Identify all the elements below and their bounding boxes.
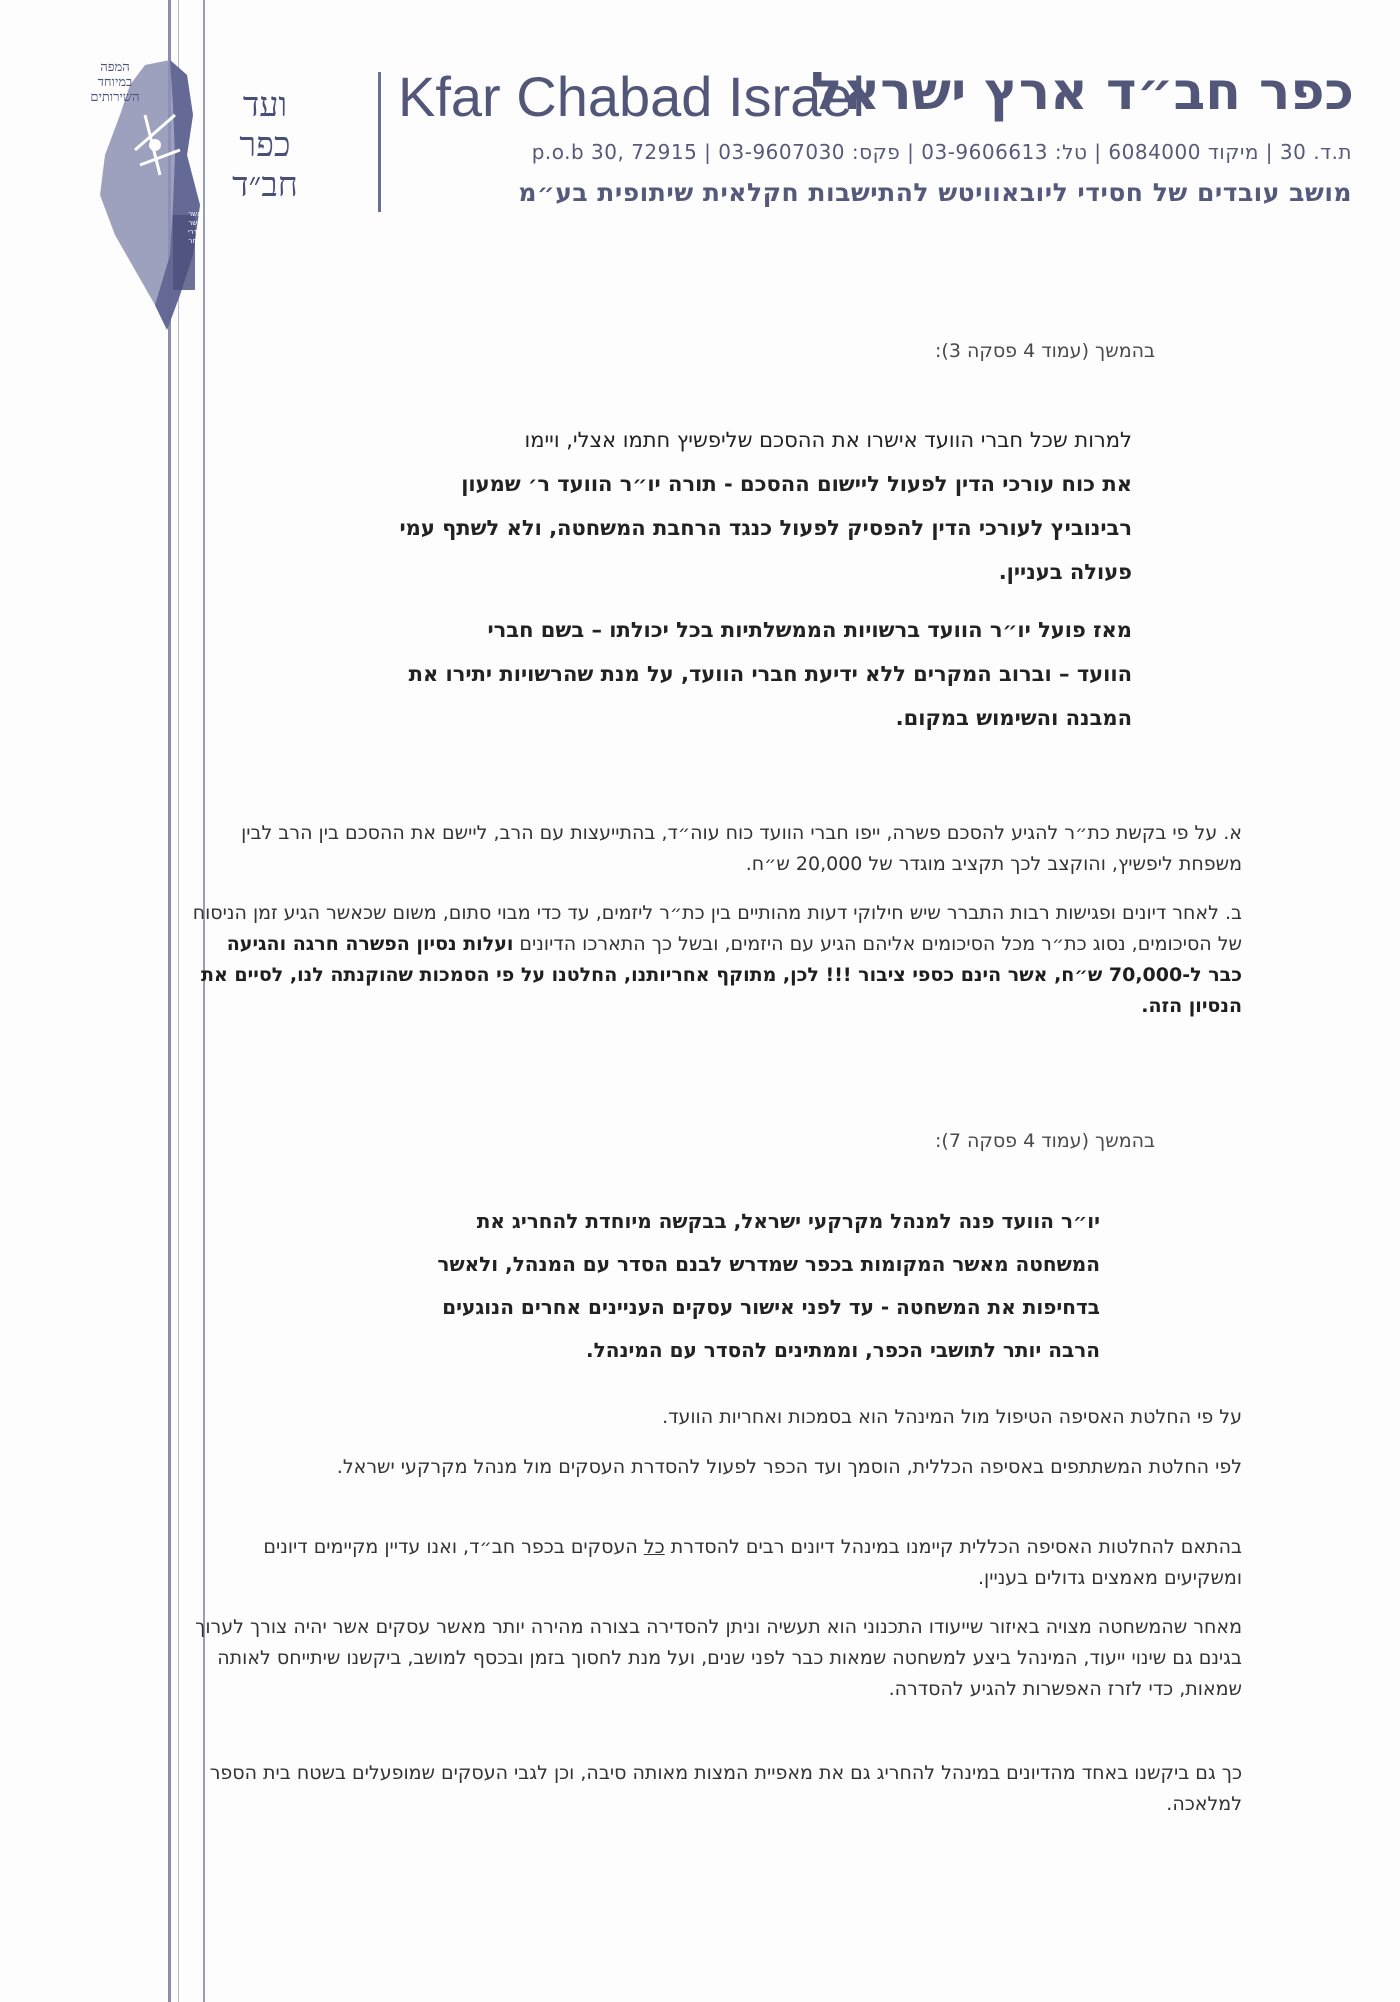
paragraph: כך גם ביקשנו באחד מהדיונים במינהל להחריג גם את מאפיית המצות מאותה סיבה, וכן לגבי העסקים שמופעלים בשטח בית הספר למלאכה. <box>209 1762 1242 1815</box>
header-subtitle: מושב עובדים של חסידי ליובאוויטש להתישבות חקלאית שיתופית בע״מ <box>518 178 1352 207</box>
paragraph: לפי החלטת המשתתפים באסיפה הכללית, הוסמך ועד הכפר לפעול להסדרת העסקים מול מנהל מקרקעי ישראל. <box>336 1456 1242 1478</box>
organization-logo <box>40 45 330 335</box>
logo-caption: המפה במיוחד השירותים <box>90 60 140 105</box>
paragraph-b <box>190 898 1242 1022</box>
quote-line: הוועד – וברוב המקרים ללא ידיעת חברי הוועד, על מנת שהרשויות יתירו את <box>408 662 1132 686</box>
quote-line: יו״ר הוועד פנה למנהל מקרקעי ישראל, בבקשה מיוחדת להחריג את <box>476 1209 1100 1233</box>
quote-line: מאז פועל יו״ר הוועד ברשויות הממשלתיות בכל יכולתו – בשם חברי <box>487 618 1132 642</box>
paragraph: מאחר שהמשחטה מצויה באיזור שייעודו התכנוני הוא תעשיה וניתן להסדירה בצורה מהירה יותר מאשר עסקים אשר יהיה צורך לערוך בגינם גם שינוי ייעוד, המינהל ביצע למשחטה שמאות כבר לפני שנים, ועל מנת לחסוך בזמן ובכסף למושב, ביקשנו שיתייחס לאותה שמאות, כדי לזרז האפשרות להגיע להסדרה. <box>195 1616 1242 1700</box>
paragraph-b-bold: ועלות נסיון הפשרה חרגה והגיעה כבר ל-70,000 ש״ח, אשר הינם כספי ציבור !!! לכן, מתוקף אחריותנו, החלטנו על פי הסמכות שהוקנתה לנו, לסיים את הנסיון הזה. <box>201 933 1242 1017</box>
quote-line: בדחיפות את המשחטה - עד לפני אישור עסקים העניינים אחרים הנוגעים <box>442 1295 1100 1319</box>
underlined-word: כל <box>643 1536 665 1558</box>
logo-map-text: אשר עשר אדרי אחר <box>187 210 203 245</box>
header-title-he: כפר חב״ד ארץ ישראל <box>810 62 1354 122</box>
paragraph-a: א. על פי בקשת כת״ר להגיע להסכם פשרה, ייפו חברי הוועד כוח עוה״ד, בהתייעצות עם הרב, ליישם את ההסכם בין הרב לבין משפחת ליפשיץ, והוקצב לכך תקציב מוגדר של 20,000 ש״ח. <box>241 822 1242 875</box>
quote-block <box>280 1200 1100 1372</box>
quote-line: את כוח עורכי הדין לפעול ליישום ההסכם - תורה יו״ר הוועד ר׳ שמעון <box>461 472 1132 496</box>
quote-line: פעולה בעניין. <box>998 560 1132 584</box>
section-label: בהמשך (עמוד 4 פסקה 7): <box>935 1130 1155 1152</box>
paragraph-part: בהתאם להחלטות האסיפה הכללית קיימנו במינהל דיונים רבים להסדרת <box>664 1536 1242 1558</box>
quote-line: המבנה והשימוש במקום. <box>895 706 1132 730</box>
quote-line: הרבה יותר לתושבי הכפר, וממתינים להסדר עם המינהל. <box>586 1338 1100 1362</box>
header-contact: ת.ד. 30 | מיקוד 6084000 | טל: 03-9606613 | פקס: 03-9607030 | p.o.b 30, 72915 <box>531 140 1352 164</box>
quote-line: למרות שכל חברי הוועד אישרו את ההסכם שליפשיץ חתמו אצלי, ויימו <box>524 428 1132 452</box>
paragraph: על פי החלטת האסיפה הטיפול מול המינהל הוא בסמכות ואחריות הוועד. <box>662 1406 1242 1428</box>
paragraph-underlined <box>190 1532 1242 1594</box>
quote-block <box>252 418 1132 594</box>
header-title-en: Kfar Chabad Israel <box>398 65 865 128</box>
paragraph-b-text: ב. לאחר דיונים ופגישות רבות התברר שיש חילוקי דעות מהותיים בין כת״ר ליזמים, עד כדי מבוי סתום, משום שכאשר הגיע זמן הניסוח של הסיכומים, נסוג כת״ר מכל הסיכומים אליהם הגיע עם היזמים, ובשל כך התארכו הדיונים <box>192 902 1242 955</box>
section-label: בהמשך (עמוד 4 פסקה 3): <box>935 340 1155 362</box>
header-divider <box>378 72 381 212</box>
quote-line: המשחטה מאשר המקומות בכפר שמדרש לבנם הסדר עם המנהל, ולאשר <box>437 1252 1100 1276</box>
logo-name: ועד כפר חב״ד <box>232 85 298 205</box>
paragraph-part: העסקים בכפר חב״ד, ואנו עדיין מקיימים דיונים ומשקיעים מאמצים גדולים בעניין. <box>263 1536 1242 1589</box>
quote-line: רבינוביץ לעורכי הדין להפסיק לפעול כנגד הרחבת המשחטה, ולא לשתף עמי <box>399 516 1132 540</box>
quote-block-2 <box>252 608 1132 740</box>
